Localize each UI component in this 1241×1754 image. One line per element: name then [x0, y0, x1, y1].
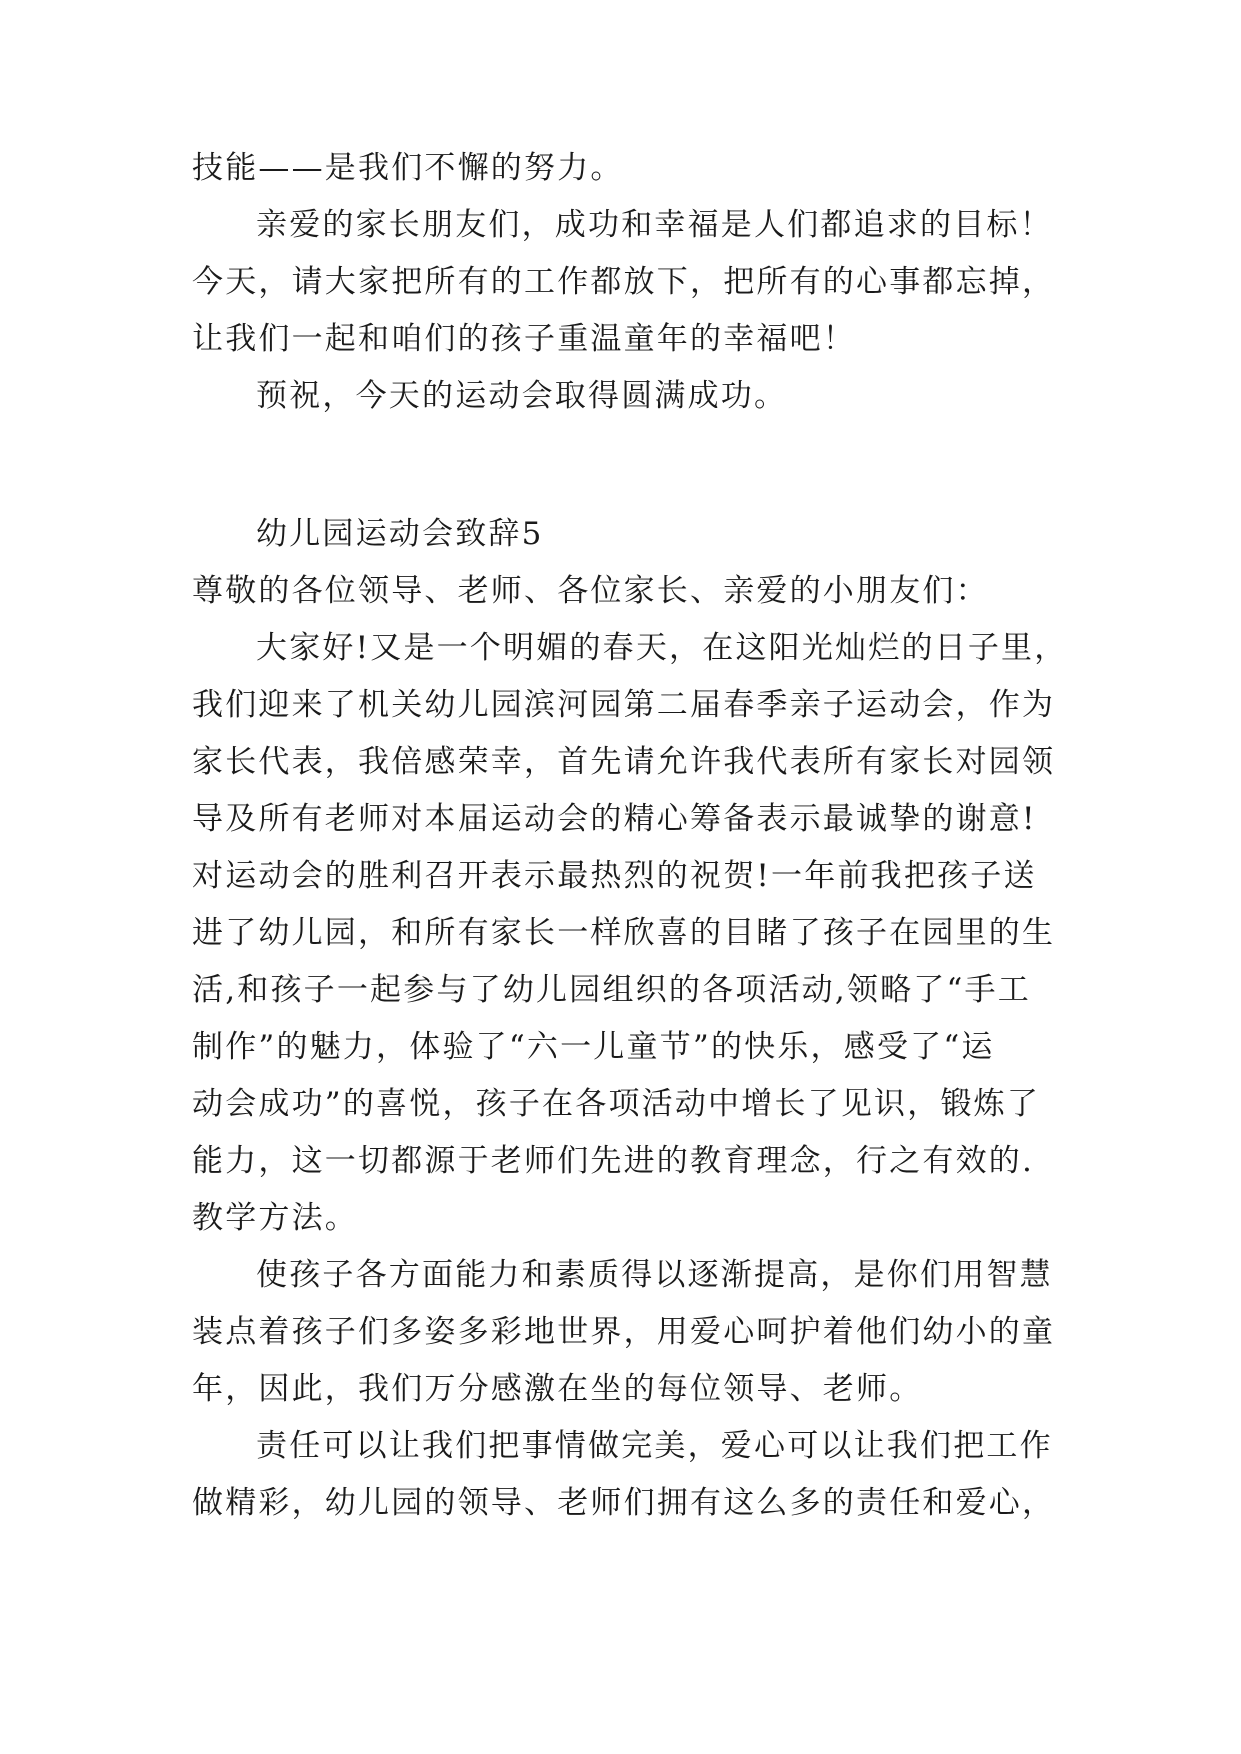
salutation: 尊敬的各位领导、老师、各位家长、亲爱的小朋友们： — [192, 573, 989, 609]
text-line: 导及所有老师对本届运动会的精心筹备表示最诚挚的谢意! — [192, 801, 1037, 837]
text-line: 让我们一起和咱们的孩子重温童年的幸福吧！ — [192, 321, 856, 357]
text-line: 年，因此，我们万分感激在坐的每位领导、老师。 — [192, 1371, 923, 1407]
text-line: 预祝，今天的运动会取得圆满成功。 — [256, 378, 788, 414]
text-line: 亲爱的家长朋友们，成功和幸福是人们都追求的目标！ — [256, 207, 1053, 243]
text-line: 动会成功”的喜悦，孩子在各项活动中增长了见识，锻炼了 — [192, 1086, 1041, 1122]
text-line: 我们迎来了机关幼儿园滨河园第二届春季亲子运动会，作为 — [192, 687, 1056, 723]
text-line: 使孩子各方面能力和素质得以逐渐提高，是你们用智慧 — [256, 1257, 1053, 1293]
text-line: 教学方法。 — [192, 1200, 358, 1236]
text-line: 做精彩，幼儿园的领导、老师们拥有这么多的责任和爱心， — [192, 1485, 1056, 1521]
text-line: 进了幼儿园，和所有家长一样欣喜的目睹了孩子在园里的生 — [192, 915, 1056, 951]
text-line: 对运动会的胜利召开表示最热烈的祝贺!一年前我把孩子送 — [192, 858, 1037, 894]
text-line: 大家好!又是一个明媚的春天，在这阳光灿烂的日子里， — [256, 630, 1068, 666]
section-heading: 幼儿园运动会致辞5 — [256, 516, 544, 552]
text-line: 活,和孩子一起参与了幼儿园组织的各项活动,领略了“手工 — [192, 972, 1031, 1008]
text-line: 装点着孩子们多姿多彩地世界，用爱心呵护着他们幼小的童 — [192, 1314, 1056, 1350]
text-line: 今天，请大家把所有的工作都放下，把所有的心事都忘掉， — [192, 264, 1056, 300]
text-line: 制作”的魅力，体验了“六一儿童节”的快乐，感受了“运 — [192, 1029, 995, 1065]
text-line: 能力，这一切都源于老师们先进的教育理念，行之有效的. — [192, 1143, 1035, 1179]
text-line: 家长代表，我倍感荣幸，首先请允许我代表所有家长对园领 — [192, 744, 1056, 780]
text-line: 责任可以让我们把事情做完美，爱心可以让我们把工作 — [256, 1428, 1053, 1464]
text-line: 技能——是我们不懈的努力。 — [192, 150, 624, 186]
